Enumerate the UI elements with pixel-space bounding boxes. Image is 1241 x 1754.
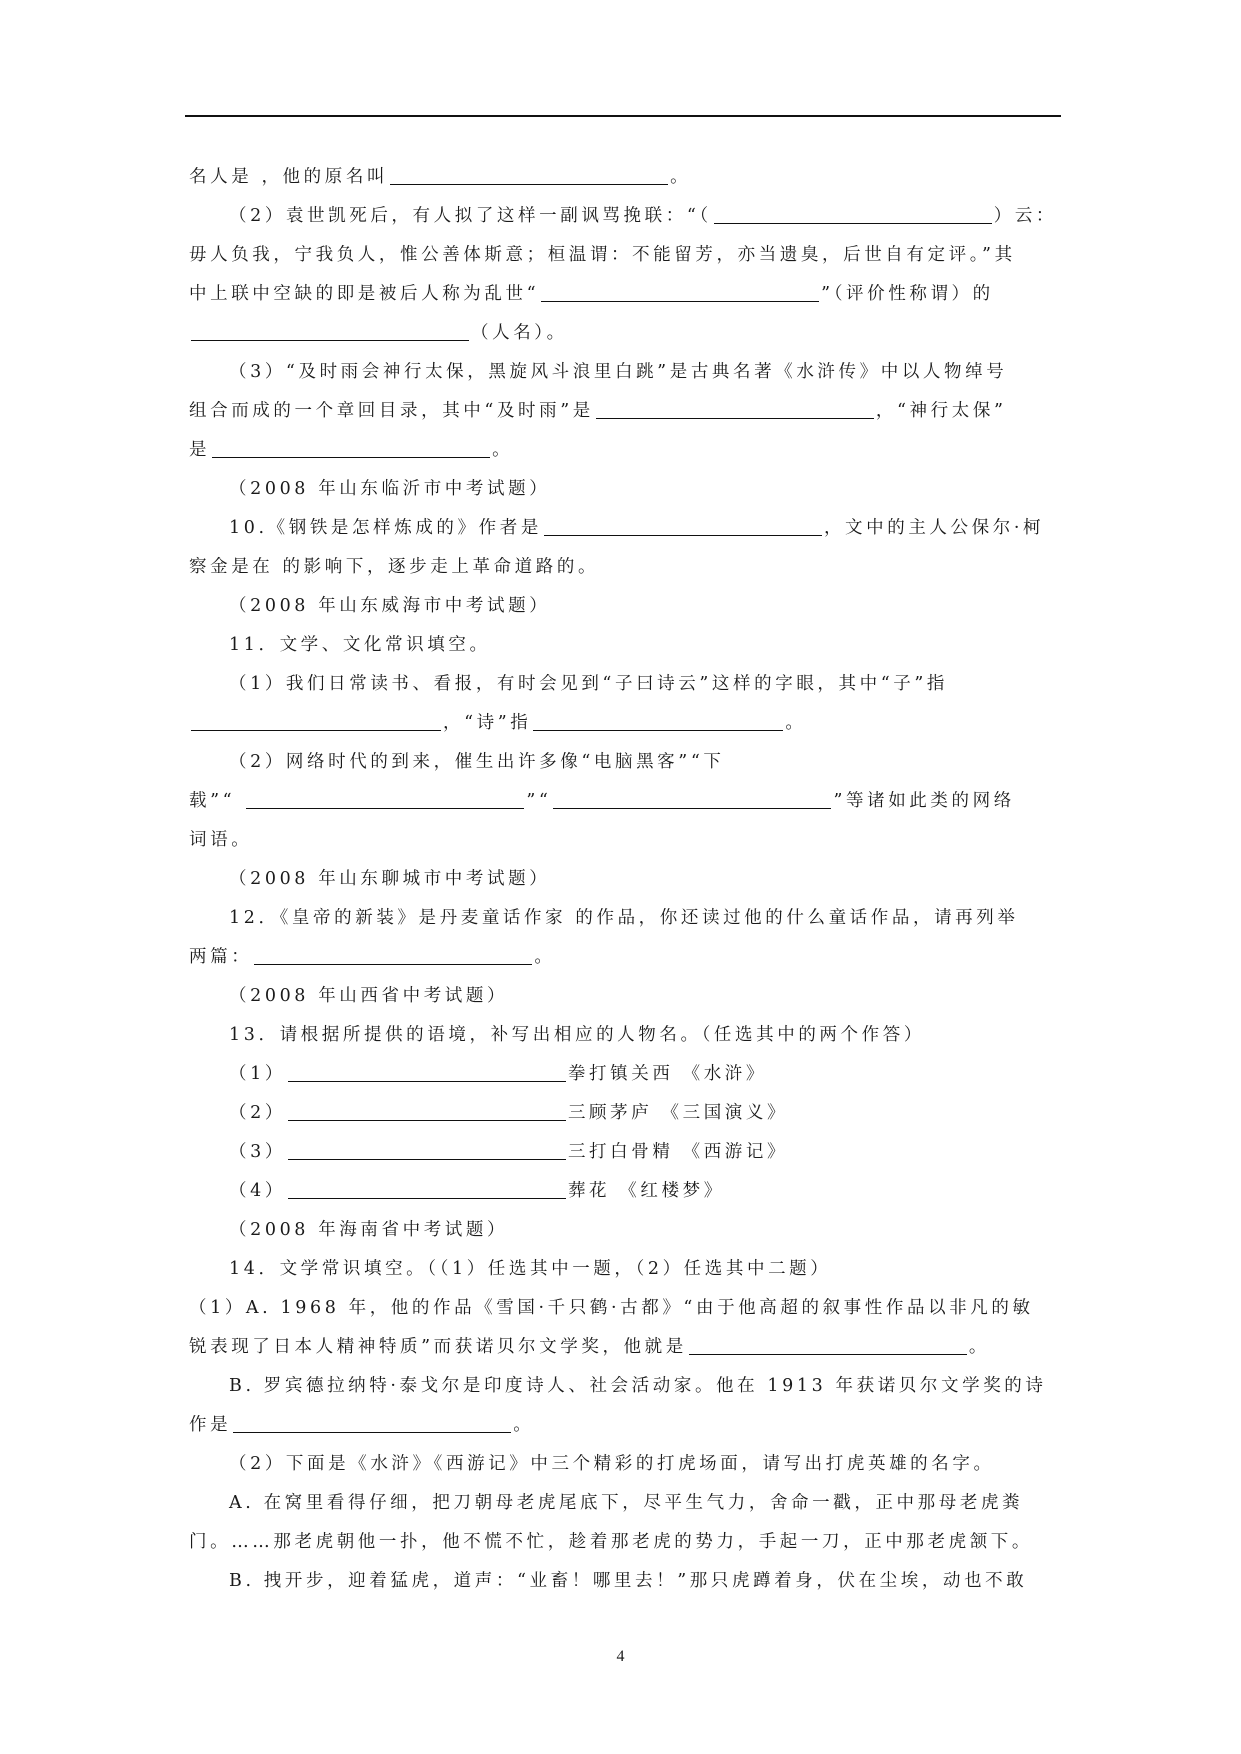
answer-blank bbox=[714, 201, 992, 224]
text-segment: （3）“及时雨会神行太保，黑旋风斗浪里白跳”是古典名著《水浒传》中以人物绰号 bbox=[229, 362, 1008, 382]
text-line bbox=[189, 548, 1061, 587]
text-segment: 察金是在 的影响下，逐步走上革命道路的。 bbox=[189, 557, 600, 577]
text-line bbox=[189, 860, 1061, 899]
text-segment: 11．文学、文化常识填空。 bbox=[229, 635, 491, 655]
answer-blank bbox=[288, 1137, 566, 1160]
text-segment: A. 在窝里看得仔细，把刀朝母老虎尾底下，尽平生气力，舍命一戳，正中那母老虎粪 bbox=[229, 1493, 1024, 1513]
text-segment: 两篇： bbox=[189, 947, 253, 967]
text-line bbox=[189, 1445, 1061, 1484]
text-segment: （2） bbox=[229, 1103, 286, 1123]
text-line bbox=[189, 1484, 1061, 1523]
answer-blank bbox=[533, 708, 783, 731]
text-line bbox=[189, 509, 1061, 548]
answer-blank bbox=[541, 279, 819, 302]
text-segment: 作是 bbox=[189, 1415, 232, 1435]
text-line bbox=[189, 1367, 1061, 1406]
text-segment: （2008 年山东威海市中考试题） bbox=[229, 596, 551, 616]
text-segment: （2008 年海南省中考试题） bbox=[229, 1220, 509, 1240]
answer-blank bbox=[288, 1098, 566, 1121]
text-line bbox=[189, 665, 1061, 704]
text-segment: 10.《钢铁是怎样炼成的》作者是 bbox=[229, 518, 542, 538]
text-line bbox=[189, 1055, 1061, 1094]
text-segment: 锐表现了日本人精神特质”而获诺贝尔文学奖，他就是 bbox=[189, 1337, 687, 1357]
text-segment: 14．文学常识填空。（（1）任选其中一题，（2）任选其中二题） bbox=[229, 1259, 832, 1279]
header-rule bbox=[185, 115, 1061, 117]
text-line bbox=[189, 236, 1061, 275]
text-line bbox=[189, 1328, 1061, 1367]
text-line bbox=[189, 314, 1061, 353]
answer-blank bbox=[233, 1410, 511, 1433]
text-segment: 葬花 《红楼梦》 bbox=[567, 1181, 725, 1201]
text-segment: （2）网络时代的到来，催生出许多像“电脑黑客”“下 bbox=[229, 752, 725, 772]
text-segment: （2008 年山西省中考试题） bbox=[229, 986, 509, 1006]
text-line bbox=[189, 1289, 1061, 1328]
text-line bbox=[189, 704, 1061, 743]
text-segment: 三顾茅庐 《三国演义》 bbox=[567, 1103, 789, 1123]
text-segment: 门。……那老虎朝他一扑，他不慌不忙，趁着那老虎的势力，手起一刀，正中那老虎颔下。 bbox=[189, 1532, 1033, 1552]
text-segment: 13．请根据所提供的语境，补写出相应的人物名。（任选其中的两个作答） bbox=[229, 1025, 925, 1045]
text-line bbox=[189, 1133, 1061, 1172]
text-segment: B. 罗宾德拉纳特·泰戈尔是印度诗人、社会活动家。他在 1913 年获诺贝尔文学奖的诗 bbox=[229, 1376, 1047, 1396]
text-segment: 中上联中空缺的即是被后人称为乱世“ bbox=[189, 284, 540, 304]
text-line bbox=[189, 626, 1061, 665]
text-segment: 。 bbox=[968, 1337, 990, 1357]
text-segment: B. 拽开步，迎着猛虎，道声：“业畜！哪里去！”那只虎蹲着身，伏在尘埃，动也不敢 bbox=[229, 1571, 1028, 1591]
text-segment: 是 bbox=[189, 440, 211, 460]
text-segment: ，“神行太保” bbox=[875, 401, 1007, 421]
answer-blank bbox=[553, 786, 831, 809]
text-line bbox=[189, 197, 1061, 236]
text-segment: 毋人负我，宁我负人，惟公善体斯意；桓温谓：不能留芳，亦当遗臭，后世自有定评。”其 bbox=[189, 245, 1016, 265]
text-segment: （1）A. 1968 年，他的作品《雪国·千只鹤·古都》“由于他高超的叙事性作品以非凡的敏 bbox=[189, 1298, 1034, 1318]
text-segment: ）云： bbox=[993, 206, 1058, 226]
text-segment: ，“诗”指 bbox=[443, 713, 532, 733]
text-line bbox=[189, 782, 1061, 821]
text-line bbox=[189, 392, 1061, 431]
text-line bbox=[189, 1211, 1061, 1250]
answer-blank bbox=[390, 162, 668, 185]
text-line bbox=[189, 1562, 1061, 1601]
text-segment: 三打白骨精 《西游记》 bbox=[567, 1142, 789, 1162]
document-body bbox=[189, 158, 1061, 1601]
text-segment: （1）我们日常读书、看报，有时会见到“子曰诗云”这样的字眼，其中“子”指 bbox=[229, 674, 949, 694]
text-line bbox=[189, 1523, 1061, 1562]
text-segment: 拳打镇关西 《水浒》 bbox=[567, 1064, 767, 1084]
text-line bbox=[189, 275, 1061, 314]
text-segment: 。 bbox=[785, 713, 807, 733]
text-line bbox=[189, 431, 1061, 470]
text-segment: 。 bbox=[492, 440, 514, 460]
text-line bbox=[189, 938, 1061, 977]
text-segment: ”（评价性称谓）的 bbox=[821, 284, 994, 304]
text-segment: 。 bbox=[534, 947, 556, 967]
answer-blank bbox=[596, 396, 874, 419]
answer-blank bbox=[544, 513, 822, 536]
text-line bbox=[189, 821, 1061, 860]
text-segment: （2）下面是《水浒》《西游记》中三个精彩的打虎场面，请写出打虎英雄的名字。 bbox=[229, 1454, 995, 1474]
text-line bbox=[189, 1172, 1061, 1211]
text-line bbox=[189, 1406, 1061, 1445]
text-line bbox=[189, 470, 1061, 509]
page-number: 4 bbox=[616, 1648, 625, 1665]
text-line bbox=[189, 899, 1061, 938]
text-line bbox=[189, 353, 1061, 392]
text-line bbox=[189, 743, 1061, 782]
text-segment: 12．《皇帝的新装》是丹麦童话作家 的作品，你还读过他的什么童话作品，请再列举 bbox=[229, 908, 1019, 928]
text-line bbox=[189, 1250, 1061, 1289]
text-segment: （1） bbox=[229, 1064, 286, 1084]
text-segment: 。 bbox=[513, 1415, 535, 1435]
text-segment: 载”“ bbox=[189, 791, 245, 811]
answer-blank bbox=[254, 942, 532, 965]
text-line bbox=[189, 587, 1061, 626]
answer-blank bbox=[689, 1332, 967, 1355]
text-segment: ”等诸如此类的网络 bbox=[833, 791, 1015, 811]
text-line bbox=[189, 977, 1061, 1016]
text-segment: （2008 年山东聊城市中考试题） bbox=[229, 869, 551, 889]
answer-blank bbox=[246, 786, 524, 809]
text-line bbox=[189, 158, 1061, 197]
answer-blank bbox=[191, 708, 441, 731]
text-segment: 。 bbox=[670, 167, 692, 187]
text-segment: （2008 年山东临沂市中考试题） bbox=[229, 479, 551, 499]
text-segment: 词语。 bbox=[189, 830, 253, 850]
text-line bbox=[189, 1094, 1061, 1133]
answer-blank bbox=[191, 318, 469, 341]
text-segment: （2）袁世凯死后，有人拟了这样一副讽骂挽联：“（ bbox=[229, 206, 712, 226]
answer-blank bbox=[288, 1059, 566, 1082]
text-segment: ，文中的主人公保尔·柯 bbox=[823, 518, 1045, 538]
text-segment: （4） bbox=[229, 1181, 286, 1201]
text-segment: （3） bbox=[229, 1142, 286, 1162]
text-segment: （人名）。 bbox=[471, 323, 568, 343]
answer-blank bbox=[288, 1176, 566, 1199]
text-segment: ”“ bbox=[526, 791, 552, 811]
text-segment: 名人是 ，他的原名叫 bbox=[189, 167, 389, 187]
text-line bbox=[189, 1016, 1061, 1055]
text-segment: 组合而成的一个章回目录，其中“及时雨”是 bbox=[189, 401, 594, 421]
answer-blank bbox=[212, 435, 490, 458]
